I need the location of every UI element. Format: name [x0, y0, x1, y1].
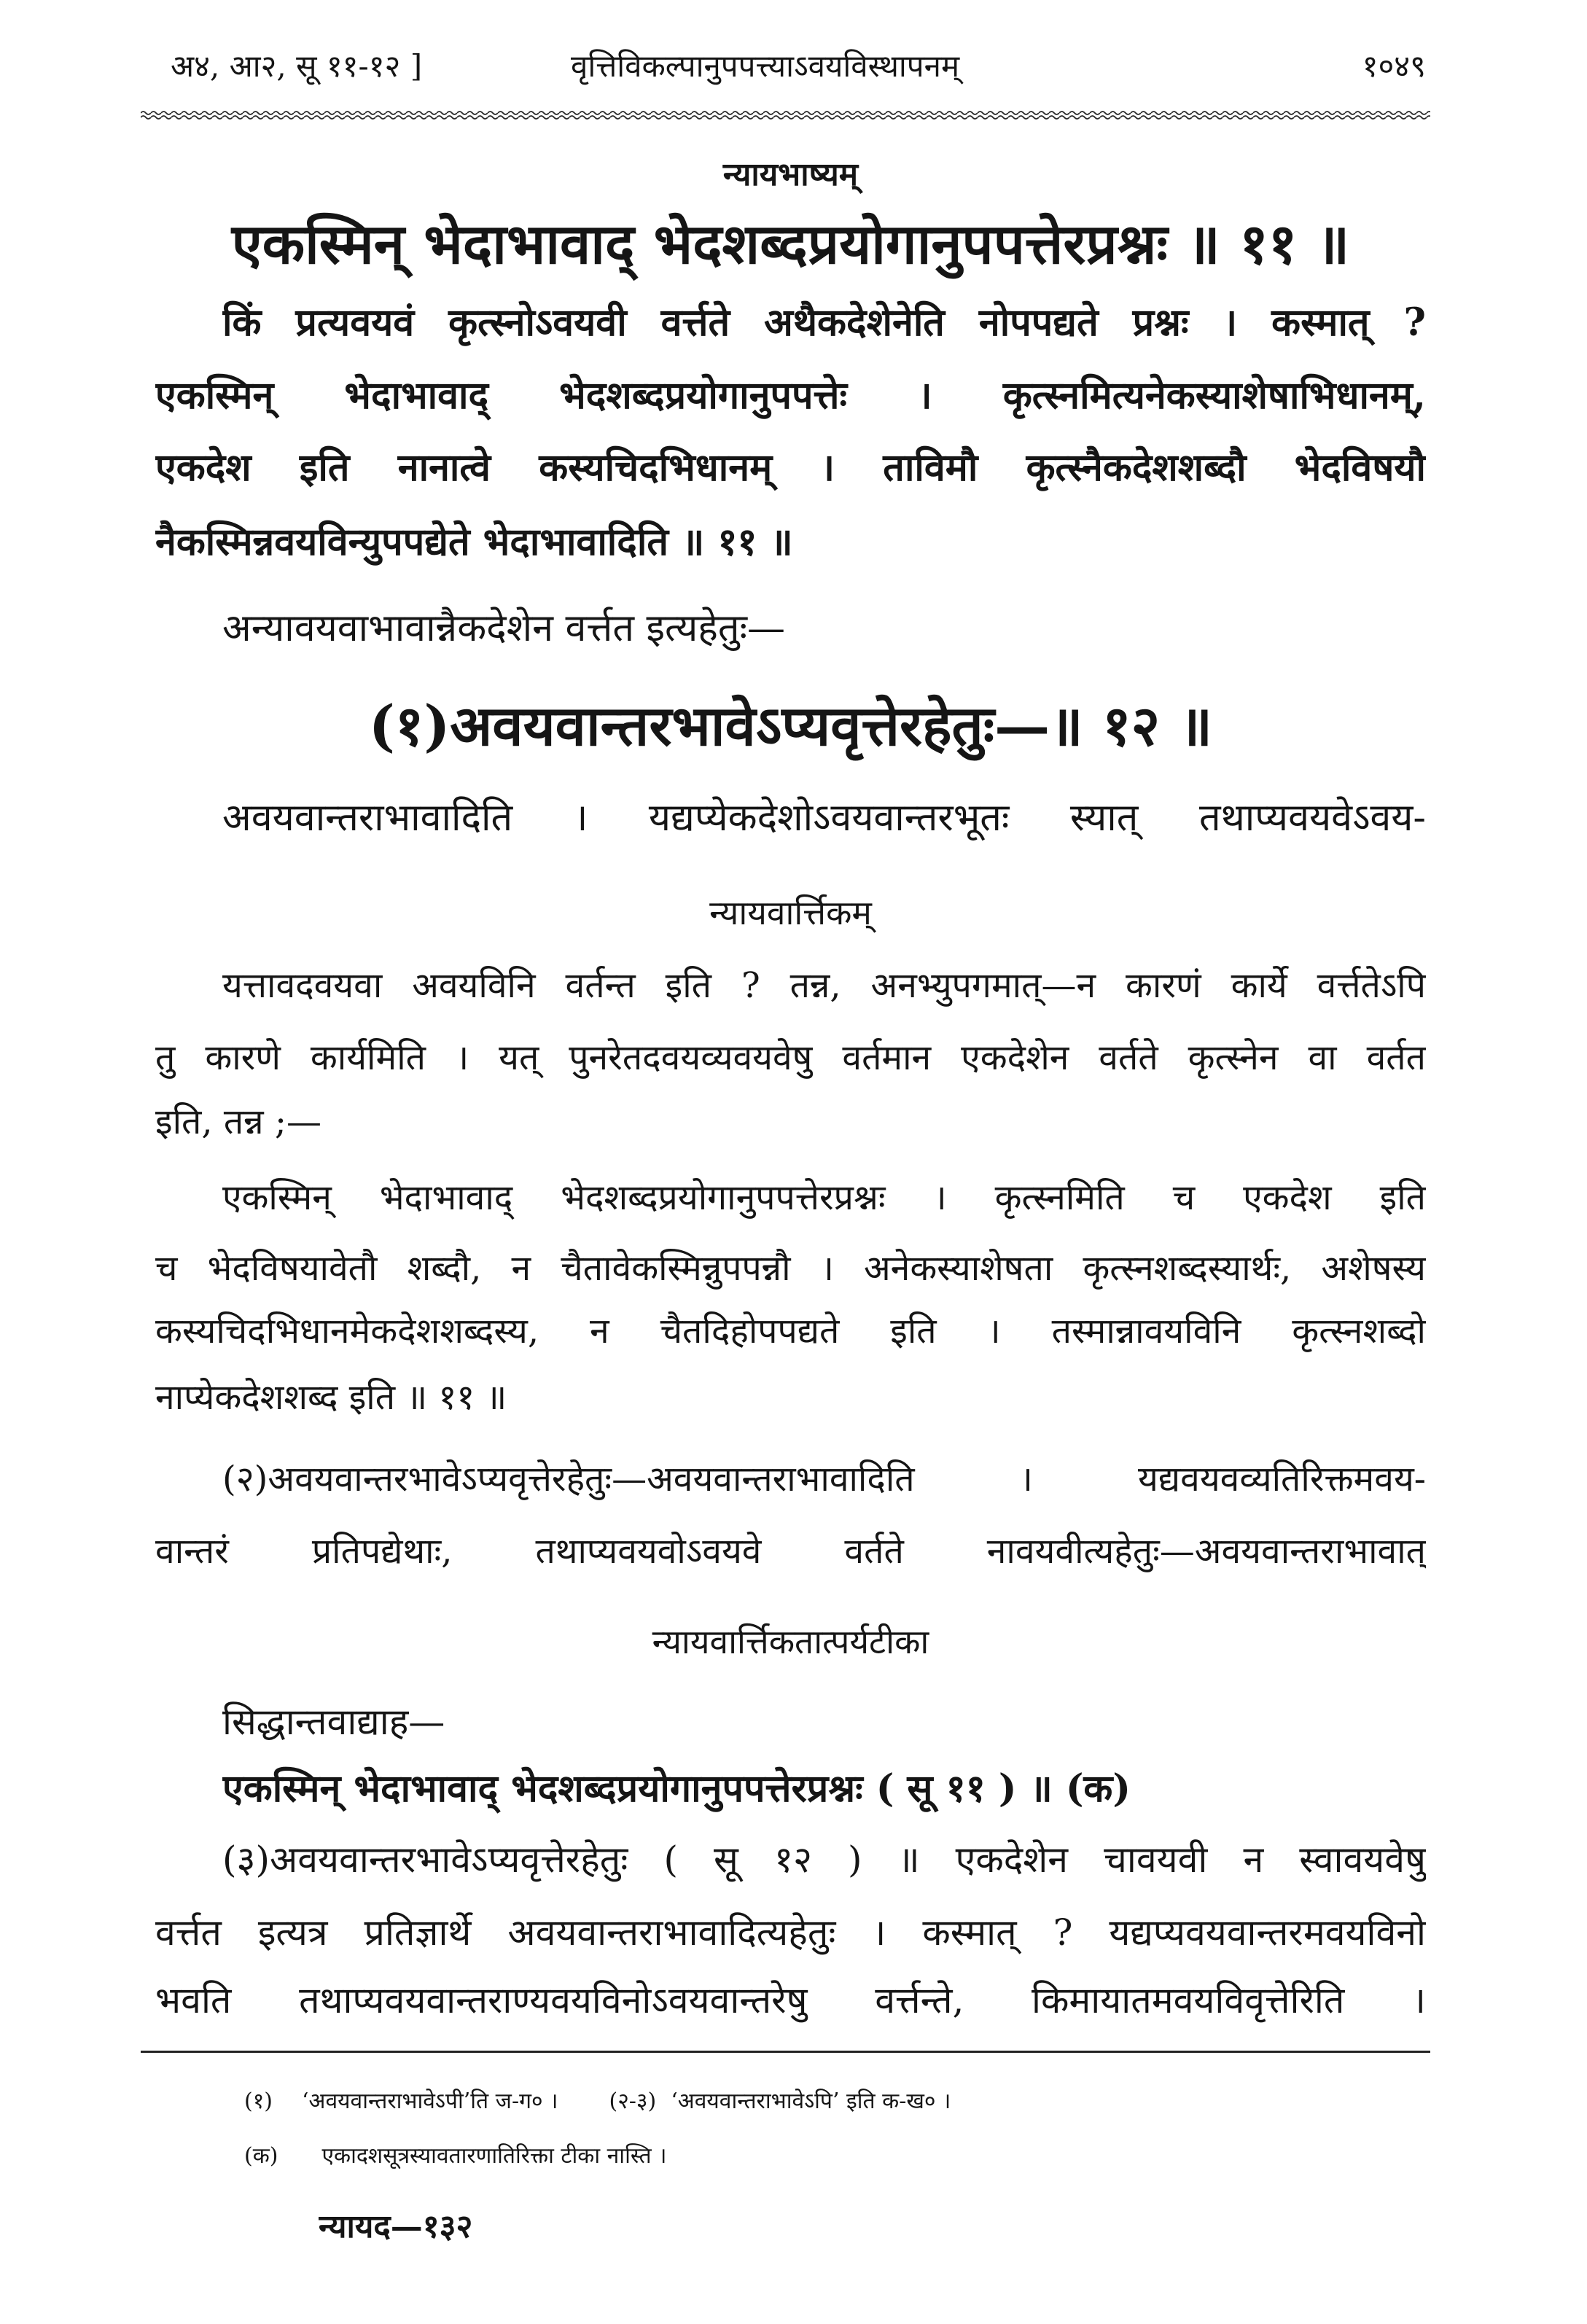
varttika-line: च भेदविषयावेतौ शब्दौ, न चैतावेकस्मिन्नुपपन्नौ । अनेकस्याशेषता कृत्स्नशब्दस्यार्थः, अशेषस्य [155, 1248, 1426, 1289]
footnote-text: ‘अवयवान्तराभावेऽपी’ति ज-ग० । [302, 2089, 558, 2114]
running-head-location: अ४, आ२, सू ११-१२ ] [171, 48, 423, 84]
footnote-label: (क) [244, 2143, 278, 2169]
header-wavy-rule [141, 109, 1430, 121]
varttika-line: तु कारणे कार्यमिति । यत् पुनरेतदवयव्यवयवेषु वर्तमान एकदेशेन वर्तते कृत्स्नेन वा वर्तत [155, 1037, 1426, 1078]
bhashya-intro-sutra-12: अन्यावयवाभावान्नैकदेशेन वर्त्तत इत्यहेतुः— [222, 607, 786, 650]
bhashya-line: एकस्मिन् भेदाभावाद् भेदशब्दप्रयोगानुपपत्तेः । कृत्स्नमित्यनेकस्याशेषाभिधानम्, [155, 373, 1426, 418]
tika-line: (३)अवयवान्तरभावेऽप्यवृत्तेरहेतुः ( सू १२ ) ॥ एकदेशेन चावयवी न स्वावयवेषु [222, 1838, 1426, 1881]
varttika-line: इति, तन्न ;— [155, 1101, 322, 1142]
sutra-12: (१)अवयवान्तरभावेऽप्यवृत्तेरहेतुः—॥ १२ ॥ [368, 693, 1213, 758]
bhashya-line: किं प्रत्यवयवं कृत्स्नोऽवयवी वर्त्तते अथैकदेशेनेति नोपपद्यते प्रश्नः । कस्मात् ? [222, 300, 1426, 345]
sutra-11: एकस्मिन् भेदाभावाद् भेदशब्दप्रयोगानुपपत्तेरप्रश्नः ॥ ११ ॥ [231, 211, 1350, 276]
signature-mark: न्यायद—१३२ [319, 2208, 473, 2245]
footnote-label: (१) [244, 2089, 273, 2114]
varttika-line: कस्यचिदभिधानमेकदेशशब्दस्य, न चैतदिहोपपद्यते इति । तस्मान्नावयविनि कृत्स्नशब्दो [155, 1311, 1426, 1352]
footnote-text: ‘अवयवान्तराभावेऽपि’ इति क-ख० । [671, 2089, 951, 2114]
bhashya-line: अवयवान्तराभावादिति । यद्यप्येकदेशोऽवयवान्तरभूतः स्यात् तथाप्यवयवेऽवय- [222, 796, 1426, 840]
footnote-line [244, 2138, 1426, 2175]
bhashya-line: एकदेश इति नानात्वे कस्यचिदभिधानम् । ताविमौ कृत्स्नैकदेशशब्दौ भेदविषयौ [155, 445, 1426, 490]
varttika-line: वान्तरं प्रतिपद्येथाः, तथाप्यवयवोऽवयवे वर्तते नावयवीत्यहेतुः—अवयवान्तराभावात् [155, 1531, 1426, 1572]
tika-line: वर्त्तत इत्यत्र प्रतिज्ञार्थे अवयवान्तराभावादित्यहेतुः । कस्मात् ? यद्यप्यवयवान्तरमवयविनो [155, 1911, 1426, 1954]
footnote-label: (२-३) [609, 2089, 657, 2114]
footnote-rule [141, 2051, 1430, 2053]
tika-line: भवति तथाप्यवयवान्तराण्यवयविनोऽवयवान्तरेषु वर्त्तन्ते, किमायातमवयविवृत्तेरिति । [155, 1979, 1426, 2021]
running-head-title: वृत्तिविकल्पानुपपत्त्याऽवयविस्थापनम् [571, 48, 960, 84]
page-number: १०४९ [1362, 48, 1426, 84]
footnote-text: एकादशसूत्रस्यावतारणातिरिक्ता टीका नास्ति । [321, 2143, 667, 2169]
section-heading-tatparya-tika: न्यायवार्त्तिकतात्पर्यटीका [652, 1622, 929, 1661]
tika-intro: सिद्धान्तवाद्याह— [222, 1701, 445, 1743]
varttika-line: यत्तावदवयवा अवयविनि वर्तन्त इति ? तन्न, अनभ्युपगमात्—न कारणं कार्ये वर्त्ततेऽपि [222, 965, 1426, 1006]
varttika-line: एकस्मिन् भेदाभावाद् भेदशब्दप्रयोगानुपपत्तेरप्रश्नः । कृत्स्नमिति च एकदेश इति [222, 1177, 1426, 1218]
section-heading-nyaya-varttikam: न्यायवार्त्तिकम् [709, 893, 872, 932]
varttika-line: नाप्येकदेशशब्द इति ॥ ११ ॥ [155, 1377, 507, 1418]
footnote-line [244, 2083, 1426, 2120]
varttika-line: (२)अवयवान्तरभावेऽप्यवृत्तेरहेतुः—अवयवान्तराभावादिति । यद्यवयवव्यतिरिक्तमवय- [222, 1459, 1426, 1500]
bhashya-line: नैकस्मिन्नवयविन्युपपद्येते भेदाभावादिति ॥ ११ ॥ [155, 520, 793, 564]
tika-sutra-citation: एकस्मिन् भेदाभावाद् भेदशब्दप्रयोगानुपपत्तेरप्रश्नः ( सू ११ ) ॥ (क) [222, 1766, 1131, 1811]
section-heading-nyaya-bhashyam: न्यायभाष्यम् [722, 156, 859, 193]
